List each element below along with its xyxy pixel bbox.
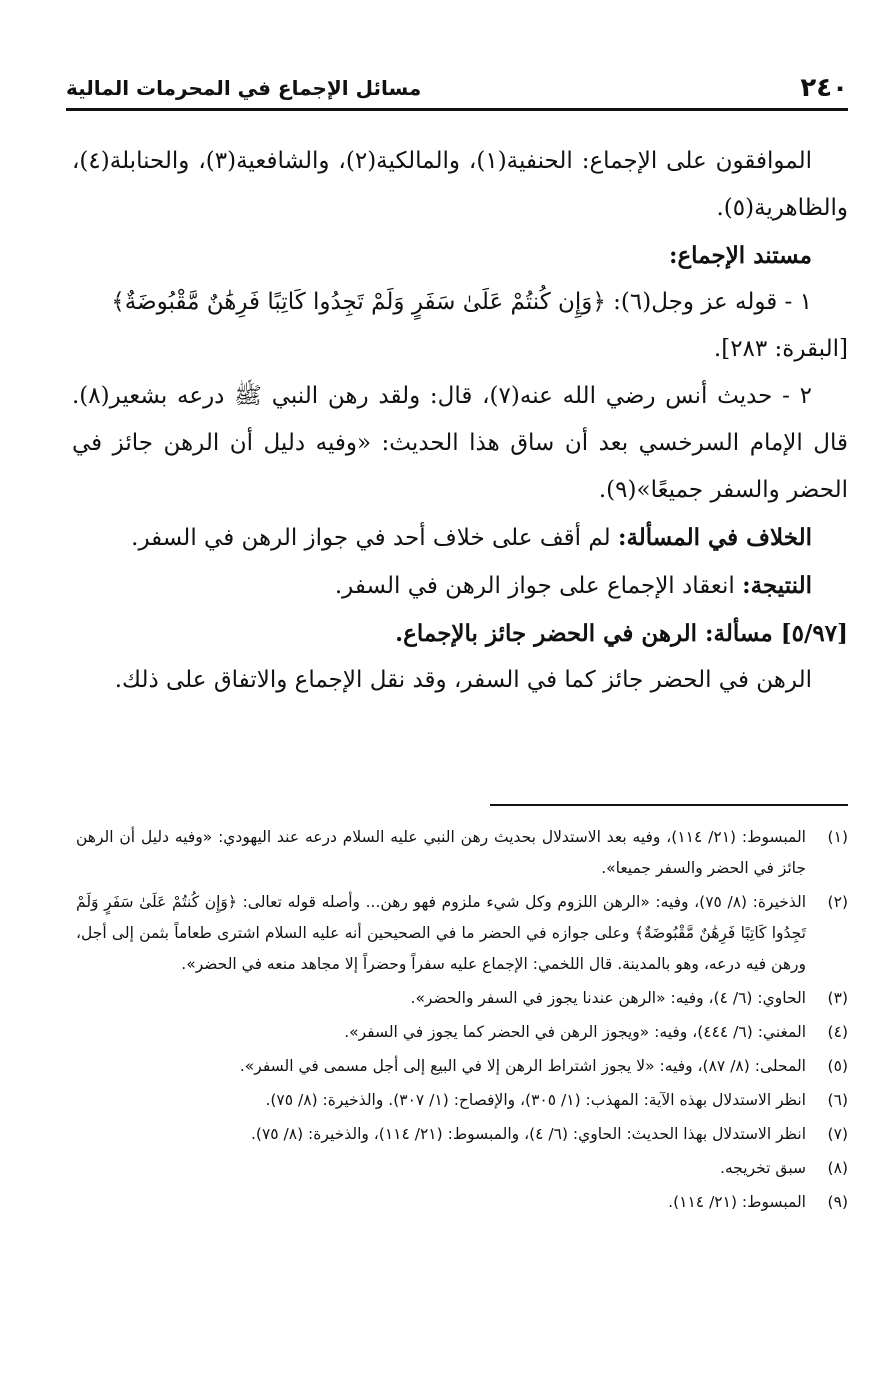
footnote-text: المحلى: (٨/ ٨٧)، وفيه: «لا يجوز اشتراط الرهن إلا في البيع إلى أجل مسمى في السفر». [239,1057,806,1075]
dispute-label: الخلاف في المسألة: [617,524,812,551]
footnote-number: (٦) [827,1091,848,1109]
footnote-text: انظر الاستدلال بهذه الآية: المهذب: (١/ ٣٠٥)، والإفصاح: (١/ ٣٠٧). والذخيرة: (٨/ ٧٥). [265,1091,806,1109]
footnote-text: انظر الاستدلال بهذا الحديث: الحاوي: (٦/ ٤)، والمبسوط: (٢١/ ١١٤)، والذخيرة: (٨/ ٧٥). [250,1125,806,1143]
footnote-text: المغني: (٦/ ٤٤٤)، وفيه: «ويجوز الرهن في الحضر كما يجوز في السفر». [344,1023,806,1041]
running-title: مسائل الإجماع في المحرمات المالية [66,76,422,100]
footnote-text: المبسوط: (٢١/ ١١٤). [668,1193,806,1211]
footnote-text: المبسوط: (٢١/ ١١٤)، وفيه بعد الاستدلال بحديث رهن النبي عليه السلام درعه عند اليهودي: «وفيه دليل أن الرهن جائز في الحضر والسفر جميعا». [76,828,806,877]
footnote-number: (٨) [827,1159,848,1177]
page-number: ٢٤٠ [800,73,848,103]
paragraph-mortgage-residence: الرهن في الحضر جائز كما في السفر، وقد نقل الإجماع والاتفاق على ذلك. [114,667,812,693]
footnotes [76,822,848,1221]
footnote [76,1085,848,1116]
result-label: النتيجة: [742,572,812,599]
page-header [66,68,848,111]
footnote-text: سبق تخريجه. [720,1159,806,1177]
footnote [76,887,848,980]
footnote [76,1017,848,1048]
footnote-text: الذخيرة: (٨/ ٧٥)، وفيه: «الرهن اللزوم وكل شيء ملزوم فهو رهن... وأصله قوله تعالى: ﴿وَإِن كُنتُمْ عَلَىٰ سَفَرٍ وَلَمْ تَجِدُوا كَاتِبًا فَرِهَٰنٌ مَّقْبُوضَةٌ﴾ وعلى جوازه في الحضر ما في الصحيحين أنه عليه السلام اشترى طعاماً بثمن إلى أجل، ورهن فيه درعه، وهو بالمدينة. قال اللخمي: الإجماع عليه سفراً وحضراً إلا مجاهد منعه في الحضر». [76,893,806,973]
footnote [76,1187,848,1218]
footnote-separator [490,804,848,806]
footnote [76,983,848,1014]
paragraph-hadith-anas: ٢ - حديث أنس رضي الله عنه(٧)، قال: ولقد رهن النبي ﷺ درعه بشعير(٨). قال الإمام السرخسي بعد أن ساق هذا الحديث: «وفيه دليل أن الرهن جائز في الحضر والسفر جميعًا»(٩). [72,383,848,503]
footnote [76,1051,848,1082]
footnote [76,1119,848,1150]
verse-reference: [البقرة: ٢٨٣]. [713,336,848,362]
paragraph-quran-verse: ١ - قوله عز وجل(٦): ﴿وَإِن كُنتُمْ عَلَىٰ سَفَرٍ وَلَمْ تَجِدُوا كَاتِبًا فَرِهَٰنٌ مَّقْبُوضَةٌ﴾ [111,289,812,315]
heading-basis-of-consensus: مستند الإجماع: [668,242,812,269]
paragraph-agreeing-schools: الموافقون على الإجماع: الحنفية(١)، والمالكية(٢)، والشافعية(٣)، والحنابلة(٤)، والظاهرية(٥). [72,148,848,221]
result-text: انعقاد الإجماع على جواز الرهن في السفر. [334,573,743,599]
issue-heading: [٥/٩٧] مسألة: الرهن في الحضر جائز بالإجماع. [395,620,848,647]
paragraph-dispute [72,514,848,562]
footnote-text: الحاوي: (٦/ ٤)، وفيه: «الرهن عندنا يجوز في السفر والحضر». [410,989,806,1007]
footnote-number: (٩) [827,1193,848,1211]
footnote-number: (٢) [827,893,848,911]
footnote-number: (١) [827,828,848,846]
footnote-number: (٥) [827,1057,848,1075]
footnote-number: (٣) [827,989,848,1007]
dispute-text: لم أقف على خلاف أحد في جواز الرهن في السفر. [131,525,618,551]
footnote-number: (٤) [827,1023,848,1041]
paragraph-result [72,562,848,610]
footnote [76,1153,848,1184]
footnote-number: (٧) [827,1125,848,1143]
footnote [76,822,848,884]
main-text [72,138,848,704]
